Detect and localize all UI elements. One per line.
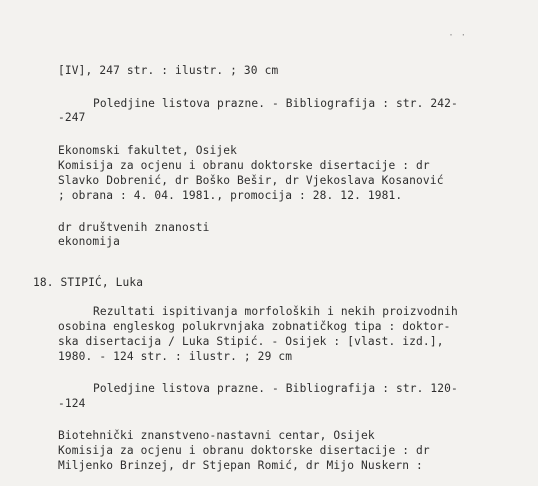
subject-line-2: ekonomija (58, 235, 120, 248)
committee2-line-1: Komisija za ocjenu i obranu doktorske disertacije : dr (58, 444, 430, 457)
record-heading: 18. STIPIĆ, Luka (33, 276, 144, 289)
description-line-1: Rezultati ispitivanja morfoloških i nekih proizvodnih (93, 305, 458, 318)
note2-line-2: -124 (58, 397, 86, 410)
committee-line-1: Komisija za ocjenu i obranu doktorske disertacije : dr (58, 159, 430, 172)
description-line-2: osobina engleskog polukrvnjaka zobnatičkog tipa : doktor- (58, 320, 451, 333)
institution2-line: Biotehnički znanstveno-nastavni centar, Osijek (58, 429, 375, 442)
description-line-4: 1980. - 124 str. : ilustr. ; 29 cm (58, 350, 293, 363)
note-line-2: -247 (58, 111, 86, 124)
subject-line-1: dr društvenih znanosti (58, 221, 210, 234)
committee-line-3: ; obrana : 4. 04. 1981., promocija : 28. 12. 1981. (58, 189, 403, 202)
description-line-3: ska disertacija / Luka Stipić. - Osijek : [vlast. izd.], (58, 335, 444, 348)
committee2-line-2: Miljenko Brinzej, dr Stjepan Romić, dr Mijo Nuskern : (58, 459, 423, 472)
collation-line: [IV], 247 str. : ilustr. ; 30 cm (58, 64, 279, 77)
committee-line-2: Slavko Dobrenić, dr Boško Bešir, dr Vjekoslava Kosanović (58, 174, 444, 187)
note-line-1: Poledjine listova prazne. - Bibliografija : str. 242- (93, 97, 458, 110)
note2-line-1: Poledjine listova prazne. - Bibliografija : str. 120- (93, 382, 458, 395)
institution-line: Ekonomski fakultet, Osijek (58, 144, 238, 157)
paper-speck: · · (448, 30, 467, 41)
